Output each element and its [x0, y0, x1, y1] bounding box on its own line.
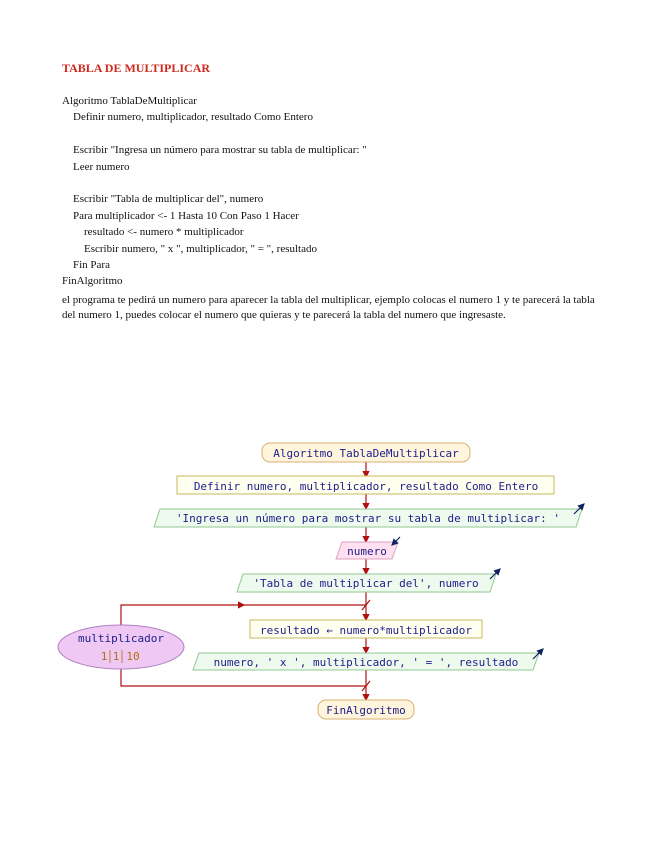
loop-variable-label: multiplicador [77, 632, 165, 645]
for-loop-node [58, 625, 184, 669]
code-line: Escribir numero, " x ", multiplicador, " = ", resultado [62, 242, 317, 255]
output-title-label: 'Tabla de multiplicar del', numero [253, 577, 479, 590]
code-line: Escribir "Ingresa un número para mostrar su tabla de multiplicar: " [62, 144, 367, 157]
input-box [336, 537, 400, 559]
start-terminal-label: Algoritmo TablaDeMultiplicar [273, 447, 459, 460]
code-line: Escribir "Tabla de multiplicar del", numero [62, 193, 264, 206]
code-line: FinAlgoritmo [62, 275, 123, 288]
define-process-label: Definir numero, multiplicador, resultado Como Entero [193, 480, 539, 493]
output-prompt-label: 'Ingresa un número para mostrar su tabla de multiplicar: ' [175, 512, 561, 525]
loop-step-value: 1 [112, 650, 120, 663]
explanation-paragraph: el programa te pedirá un numero para aparecer la tabla del multiplicar, ejemplo colocas el numero 1 y te parecerá la tabla del numero 1, puedes colocar el numero que quieras y te parecerá la tabla del numero que ingresaste. [62, 294, 595, 321]
code-line: Para multiplicador <- 1 Hasta 10 Con Paso 1 Hacer [62, 209, 299, 222]
end-terminal-label: FinAlgoritmo [326, 704, 406, 717]
output-prompt-box [154, 504, 584, 527]
code-line: Algoritmo TablaDeMultiplicar [62, 95, 197, 107]
code-line: Fin Para [62, 258, 110, 271]
assign-process-label: resultado ← numero*multiplicador [260, 624, 472, 637]
define-process-box [177, 476, 554, 494]
code-line: Definir numero, multiplicador, resultado Como Entero [62, 111, 313, 124]
code-line: resultado <- numero * multiplicador [62, 226, 244, 239]
output-result-label: numero, ' x ', multiplicador, ' = ', resultado [213, 656, 519, 669]
end-terminal [318, 700, 414, 719]
loop-end-value: 10 [126, 650, 140, 663]
input-label: numero [347, 545, 387, 558]
output-title-box [237, 569, 500, 592]
code-line: Leer numero [62, 160, 130, 173]
document-title: TABLA DE MULTIPLICAR [62, 61, 211, 75]
assign-process-box [250, 620, 482, 638]
loop-start-value: 1 [100, 650, 108, 663]
start-terminal [262, 443, 470, 462]
output-result-box [193, 649, 543, 670]
